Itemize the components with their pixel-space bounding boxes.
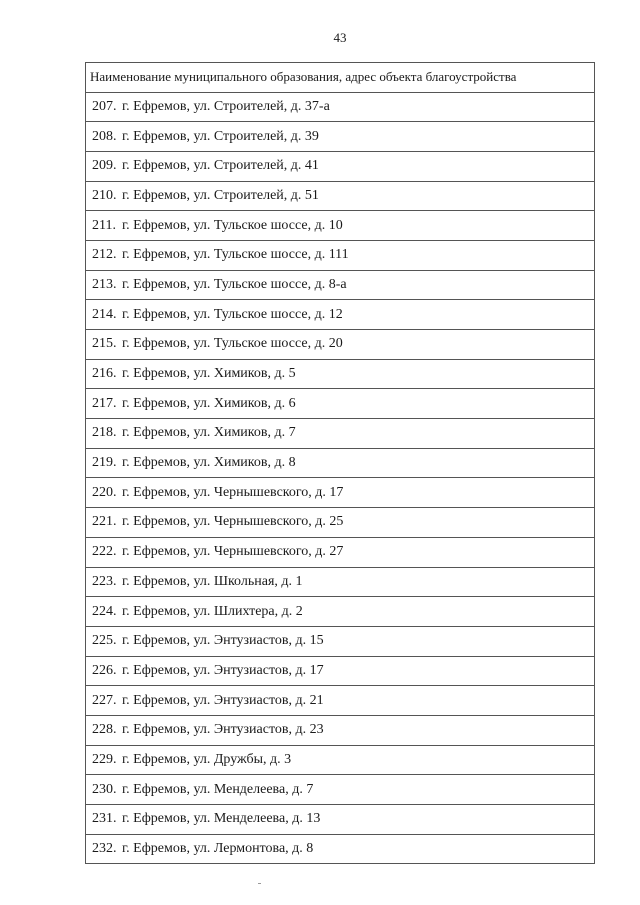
table-header-row [86,63,595,93]
row-number: 218. [92,425,117,441]
table-row [86,240,595,270]
address-cell [86,805,595,835]
scan-speck [258,883,261,884]
address-cell [86,240,595,270]
table-row [86,211,595,241]
address-text: г. Ефремов, ул. Строителей, д. 41 [122,158,319,174]
address-cell [86,151,595,181]
table-row [86,389,595,419]
address-table-body [86,63,595,864]
address-cell [86,211,595,241]
address-table [85,62,595,864]
table-row [86,122,595,152]
address-cell [86,478,595,508]
address-cell [86,597,595,627]
table-row [86,92,595,122]
address-text: г. Ефремов, ул. Тульское шоссе, д. 8-а [122,276,347,292]
table-row [86,419,595,449]
table-row [86,151,595,181]
row-number: 217. [92,395,117,411]
address-text: г. Ефремов, ул. Химиков, д. 5 [122,366,296,382]
row-number: 220. [92,484,117,500]
address-cell [86,359,595,389]
row-number: 231. [92,811,117,827]
address-text: г. Ефремов, ул. Дружбы, д. 3 [122,751,292,767]
address-cell [86,330,595,360]
row-number: 209. [92,158,117,174]
address-text: г. Ефремов, ул. Тульское шоссе, д. 20 [122,336,343,352]
table-row [86,656,595,686]
address-text: г. Ефремов, ул. Лермонтова, д. 8 [122,841,314,857]
address-cell [86,181,595,211]
table-header-cell: Наименование муниципального образования, адрес объекта благоустройства [86,63,595,93]
table-row [86,330,595,360]
row-number: 229. [92,751,117,767]
row-number: 214. [92,306,117,322]
table-row [86,597,595,627]
row-number: 207. [92,98,117,114]
address-text: г. Ефремов, ул. Менделеева, д. 7 [122,781,314,797]
address-cell [86,834,595,864]
table-row [86,270,595,300]
address-cell [86,715,595,745]
address-cell [86,656,595,686]
address-cell [86,300,595,330]
table-row [86,478,595,508]
table-row [86,181,595,211]
row-number: 208. [92,128,117,144]
table-row [86,626,595,656]
address-text: г. Ефремов, ул. Шлихтера, д. 2 [122,603,303,619]
row-number: 230. [92,781,117,797]
address-cell [86,419,595,449]
address-text: г. Ефремов, ул. Менделеева, д. 13 [122,811,321,827]
row-number: 215. [92,336,117,352]
table-row [86,537,595,567]
address-text: г. Ефремов, ул. Строителей, д. 39 [122,128,319,144]
table-row [86,834,595,864]
address-cell [86,389,595,419]
address-text: г. Ефремов, ул. Энтузиастов, д. 15 [122,633,324,649]
address-text: г. Ефремов, ул. Строителей, д. 51 [122,187,319,203]
address-text: г. Ефремов, ул. Чернышевского, д. 27 [122,544,344,560]
table-row [86,359,595,389]
row-number: 212. [92,247,117,263]
address-text: г. Ефремов, ул. Чернышевского, д. 17 [122,484,344,500]
address-cell [86,775,595,805]
row-number: 226. [92,662,117,678]
address-cell [86,626,595,656]
table-row [86,567,595,597]
row-number: 216. [92,366,117,382]
address-cell [86,270,595,300]
address-text: г. Ефремов, ул. Тульское шоссе, д. 111 [122,247,349,263]
address-cell [86,508,595,538]
row-number: 211. [92,217,116,233]
table-row [86,300,595,330]
row-number: 210. [92,187,117,203]
address-text: г. Ефремов, ул. Химиков, д. 7 [122,425,296,441]
row-number: 232. [92,841,117,857]
address-text: г. Ефремов, ул. Энтузиастов, д. 21 [122,692,324,708]
table-row [86,775,595,805]
row-number: 225. [92,633,117,649]
address-text: г. Ефремов, ул. Энтузиастов, д. 17 [122,662,324,678]
address-cell [86,448,595,478]
address-text: г. Ефремов, ул. Чернышевского, д. 25 [122,514,344,530]
table-row [86,508,595,538]
address-cell [86,122,595,152]
address-text: г. Ефремов, ул. Энтузиастов, д. 23 [122,722,324,738]
address-text: г. Ефремов, ул. Химиков, д. 6 [122,395,296,411]
address-cell [86,567,595,597]
address-cell [86,745,595,775]
row-number: 223. [92,573,117,589]
row-number: 221. [92,514,117,530]
table-row [86,448,595,478]
address-text: г. Ефремов, ул. Строителей, д. 37-а [122,98,330,114]
row-number: 219. [92,455,117,471]
address-cell [86,537,595,567]
row-number: 227. [92,692,117,708]
address-text: г. Ефремов, ул. Тульское шоссе, д. 10 [122,217,343,233]
row-number: 224. [92,603,117,619]
table-row [86,805,595,835]
row-number: 222. [92,544,117,560]
table-row [86,745,595,775]
address-text: г. Ефремов, ул. Химиков, д. 8 [122,455,296,471]
table-row [86,715,595,745]
table-row [86,686,595,716]
address-text: г. Ефремов, ул. Тульское шоссе, д. 12 [122,306,343,322]
address-cell [86,686,595,716]
row-number: 228. [92,722,117,738]
address-cell [86,92,595,122]
address-text: г. Ефремов, ул. Школьная, д. 1 [122,573,303,589]
page-number: 43 [333,30,347,45]
row-number: 213. [92,276,117,292]
